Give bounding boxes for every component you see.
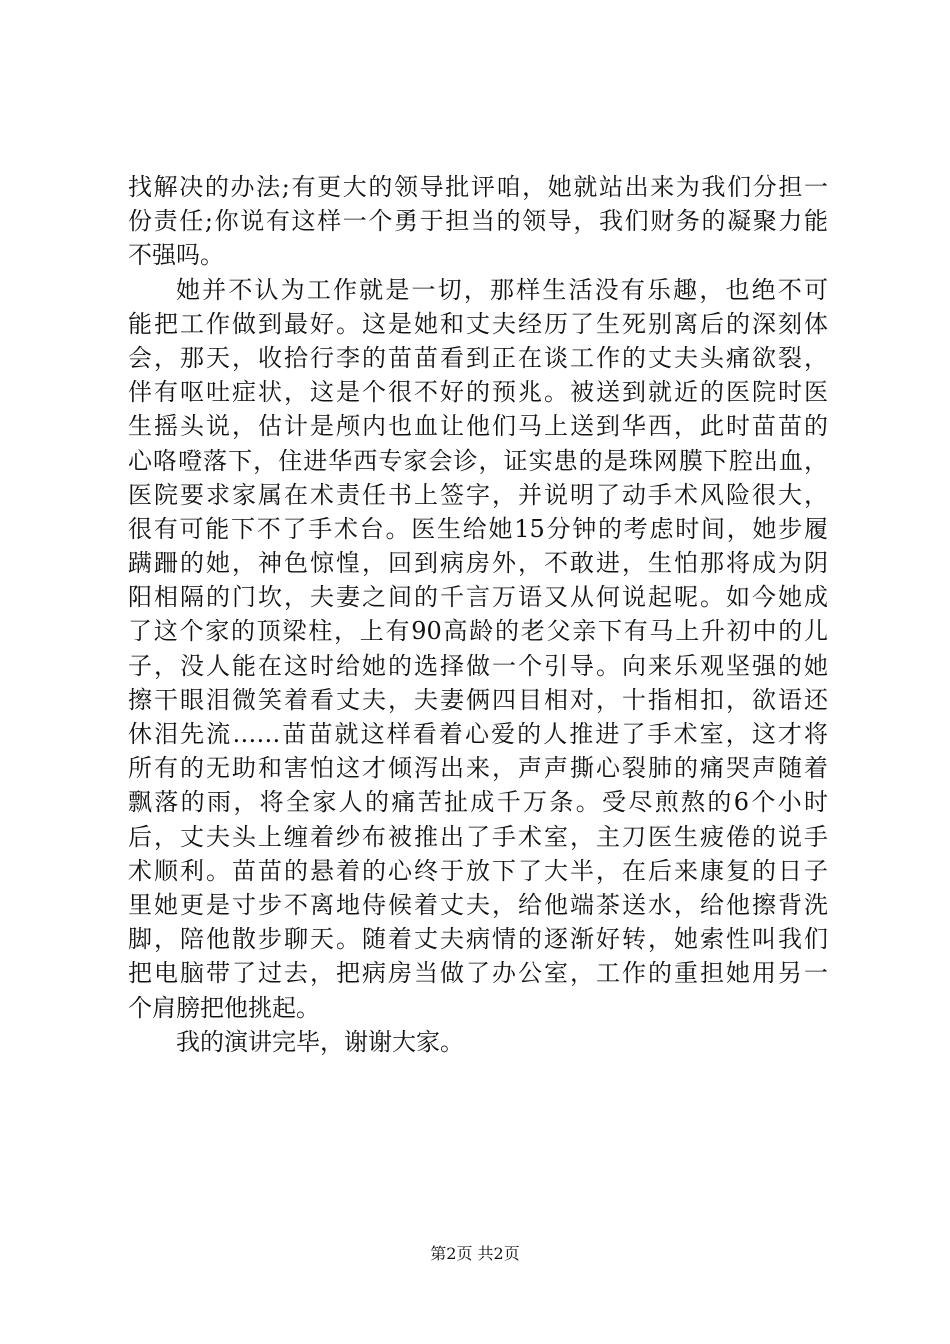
text-line: 心咯噔落下，住进华西专家会诊，证实患的是珠网膜下腔出血， xyxy=(128,446,828,475)
text-line: 不强吗。 xyxy=(128,241,224,270)
text-line: 脚，陪他散步聊天。随着丈夫病情的逐渐好转，她索性叫我们 xyxy=(128,925,828,954)
paragraph xyxy=(128,1025,828,1059)
text-line: 生摇头说，估计是颅内也血让他们马上送到华西，此时苗苗的 xyxy=(128,412,828,441)
text-line: 医院要求家属在术责任书上签字，并说明了动手术风险很大， xyxy=(128,480,828,509)
paragraph xyxy=(128,170,828,273)
text-line: 把电脑带了过去，把病房当做了办公室，工作的重担她用另一 xyxy=(128,959,828,988)
page-footer: 第2页 共2页 xyxy=(430,1244,520,1263)
text-line: 子，没人能在这时给她的选择做一个引导。向来乐观坚强的她 xyxy=(128,651,828,680)
document-body xyxy=(128,170,828,1059)
text-line: 阳相隔的门坎，夫妻之间的千言万语又从何说起呢。如今她成 xyxy=(128,583,828,612)
text-line: 里她更是寸步不离地侍候着丈夫，给他端茶送水，给他擦背洗 xyxy=(128,890,828,919)
text-line: 个肩膀把他挑起。 xyxy=(128,993,320,1022)
text-line: 蹒跚的她，神色惊惶，回到病房外，不敢进，生怕那将成为阴 xyxy=(128,549,828,578)
text-line: 很有可能下不了手术台。医生给她15分钟的考虑时间，她步履 xyxy=(128,514,828,543)
text-line: 会，那天，收拾行李的苗苗看到正在谈工作的丈夫头痛欲裂， xyxy=(128,343,828,372)
paragraph xyxy=(128,273,828,1025)
text-line: 我的演讲完毕，谢谢大家。 xyxy=(176,1027,464,1056)
text-line: 伴有呕吐症状，这是个很不好的预兆。被送到就近的医院时医 xyxy=(128,378,828,407)
text-line: 能把工作做到最好。这是她和丈夫经历了生死别离后的深刻体 xyxy=(128,309,828,338)
text-line: 后，丈夫头上缠着纱布被推出了手术室，主刀医生疲倦的说手 xyxy=(128,822,828,851)
text-line: 份责任;你说有这样一个勇于担当的领导，我们财务的凝聚力能 xyxy=(128,207,828,236)
text-line: 她并不认为工作就是一切，那样生活没有乐趣，也绝不可 xyxy=(176,275,828,304)
text-line: 擦干眼泪微笑着看丈夫，夫妻俩四目相对，十指相扣，欲语还 xyxy=(128,685,828,714)
text-line: 所有的无助和害怕这才倾泻出来，声声撕心裂肺的痛哭声随着 xyxy=(128,754,828,783)
text-line: 休泪先流……苗苗就这样看着心爱的人推进了手术室，这才将 xyxy=(128,720,828,748)
text-line: 了这个家的顶梁柱，上有90高龄的老父亲下有马上升初中的儿 xyxy=(128,617,828,646)
text-line: 飘落的雨，将全家人的痛苦扯成千万条。受尽煎熬的6个小时 xyxy=(128,788,828,817)
text-line: 找解决的办法;有更大的领导批评咱，她就站出来为我们分担一 xyxy=(128,173,828,201)
text-line: 术顺利。苗苗的悬着的心终于放下了大半，在后来康复的日子 xyxy=(128,856,828,885)
